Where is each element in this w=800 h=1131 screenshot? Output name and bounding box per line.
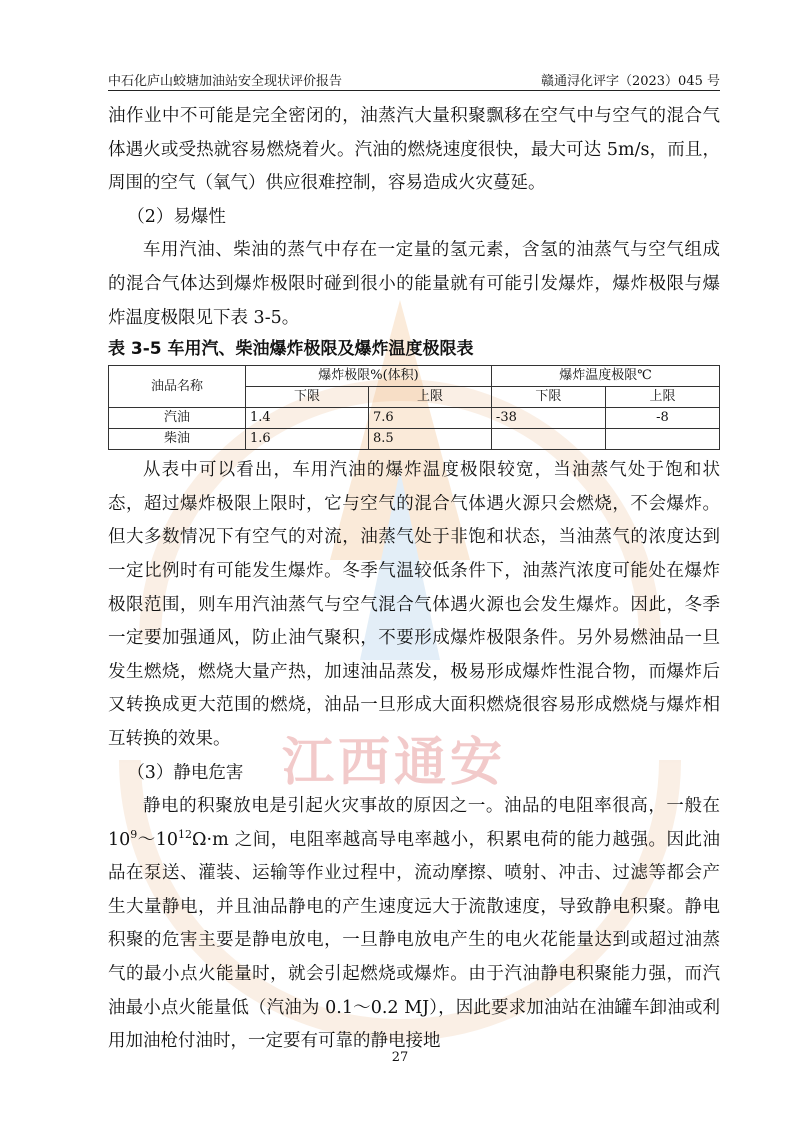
- section-title-explosiveness: （2）易爆性: [127, 206, 226, 227]
- cell-value: 7.6: [368, 408, 491, 429]
- cell-value: -38: [491, 408, 605, 429]
- cell-value: [605, 429, 719, 450]
- header-explosion-limit: 爆炸极限%(体积): [246, 366, 492, 387]
- paragraph-static-hazard: 静电的积聚放电是引起火灾事故的原因之一。油品的电阻率很高，一般在 $10^9\sim 10^{12}\Omega\cdot m$ 之间，电阻率越高导电率越小，积累电荷的能力越强。因此油品在泵送、灌装、运输等作业过程中，流动摩擦、喷射、冲击、过滤等都会产生大量静电，并且油品静电的产生速度远大于流散速度，导致静电积聚。静电积聚的危害主要是静电放电，一旦静电放电产生的电火花能量达到或超过油蒸气的最小点火能量时，就会引起燃烧或爆炸。由于汽油静电积聚能力强，而汽油最小点火能量低（汽油为 0.1～0.2 MJ），因此要求加油站在油罐车卸油或利用加油枪付油时，一定要有可靠的静电接地: [108, 796, 720, 1052]
- exponent: 12: [178, 827, 193, 841]
- exponent: 9: [130, 827, 138, 841]
- header-lower: 下限: [246, 387, 369, 408]
- header-oil-name: 油品名称: [109, 366, 246, 408]
- header-explosion-temp-limit: 爆炸温度极限℃: [491, 366, 719, 387]
- table-row: [109, 408, 720, 429]
- table-row: [109, 429, 720, 450]
- cell-value: [491, 429, 605, 450]
- cell-oil-name: 汽油: [109, 408, 246, 429]
- document-body: [108, 100, 720, 1059]
- paragraph-flammability-cont: 油作业中不可能是完全密闭的，油蒸汽大量积聚飘移在空气中与空气的混合气体遇火或受热就容易燃烧着火。汽油的燃烧速度很快，最大可达 5m/s，而且，周围的空气（氧气）供应很难控制，容易造成火灾蔓延。: [108, 106, 720, 194]
- header-lower: 下限: [491, 387, 605, 408]
- cell-value: 1.6: [246, 429, 369, 450]
- page-number: 27: [391, 1050, 409, 1065]
- cell-value: 1.4: [246, 408, 369, 429]
- paragraph-explosiveness: 车用汽油、柴油的蒸气中存在一定量的氢元素，含氢的油蒸气与空气组成的混合气体达到爆炸极限时碰到很小的能量就有可能引发爆炸，爆炸极限与爆炸温度极限见下表 3-5。: [108, 240, 720, 328]
- cell-value: 8.5: [368, 429, 491, 450]
- table-header-row: [109, 366, 720, 387]
- paragraph-table-analysis: 从表中可以看出，车用汽油的爆炸温度极限较宽，当油蒸气处于饱和状态，超过爆炸极限上限时，它与空气的混合气体遇火源只会燃烧，不会爆炸。但大多数情况下有空气的对流，油蒸气处于非饱和状态，当油蒸气的浓度达到一定比例时有可能发生爆炸。冬季气温较低条件下，油蒸汽浓度可能处在爆炸极限范围，则车用汽油蒸气与空气混合气体遇火源也会发生爆炸。因此，冬季一定要加强通风，防止油气聚积，不要形成爆炸极限条件。另外易燃油品一旦发生燃烧，燃烧大量产热，加速油品蒸发，极易形成爆炸性混合物，而爆炸后又转换成更大范围的燃烧，油品一旦形成大面积燃烧很容易形成燃烧与爆炸相互转换的效果。: [108, 460, 720, 749]
- header-upper: 上限: [368, 387, 491, 408]
- header-report-title: 中石化庐山蛟塘加油站安全现状评价报告: [108, 74, 343, 89]
- cell-value: -8: [605, 408, 719, 429]
- page-header: [108, 66, 720, 91]
- header-document-number: 赣通浔化评字（2023）045 号: [540, 74, 720, 89]
- section-title-static-hazard: （3）静电危害: [127, 762, 244, 783]
- explosion-limits-table: [108, 365, 720, 450]
- table-caption: 表 3-5 车用汽、柴油爆炸极限及爆炸温度极限表: [108, 339, 474, 360]
- header-upper: 上限: [605, 387, 719, 408]
- cell-oil-name: 柴油: [109, 429, 246, 450]
- watermark-text: 江西通安: [282, 733, 507, 793]
